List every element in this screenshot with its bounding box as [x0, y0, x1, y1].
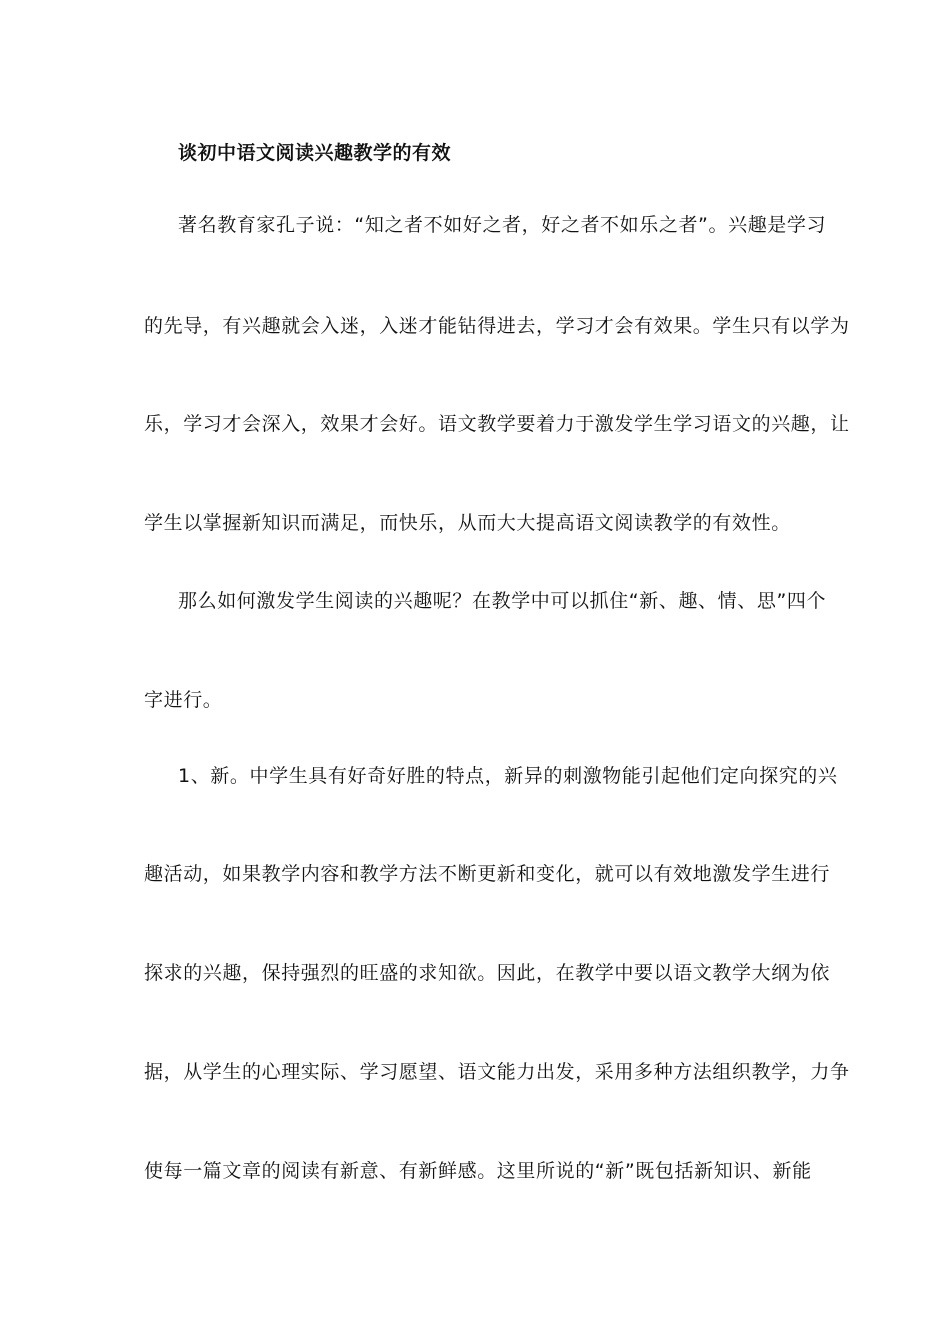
paragraph-line: 趣活动，如果教学内容和教学方法不断更新和变化，就可以有效地激发学生进行: [144, 863, 831, 885]
paragraph-line: 乐，学习才会深入，效果才会好。语文教学要着力于激发学生学习语文的兴趣，让: [144, 413, 850, 435]
paragraph-line: 据，从学生的心理实际、学习愿望、语文能力出发，采用多种方法组织教学，力争: [144, 1061, 850, 1083]
paragraph-line: 使每一篇文章的阅读有新意、有新鲜感。这里所说的“新”既包括新知识、新能: [144, 1160, 812, 1182]
paragraph-line: 探求的兴趣，保持强烈的旺盛的求知欲。因此，在教学中要以语文教学大纲为依: [144, 962, 831, 984]
paragraph-line: 字进行。: [144, 689, 223, 711]
paragraph-line: 1、新。中学生具有好奇好胜的特点，新异的刺激物能引起他们定向探究的兴: [178, 765, 838, 787]
paragraph-line: 学生以掌握新知识而满足，而快乐，从而大大提高语文阅读教学的有效性。: [144, 512, 791, 534]
document-title: 谈初中语文阅读兴趣教学的有效: [178, 142, 452, 164]
paragraph-line: 那么如何激发学生阅读的兴趣呢？在教学中可以抓住“新、趣、情、思”四个: [178, 590, 827, 612]
paragraph-line: 著名教育家孔子说：“知之者不如好之者，好之者不如乐之者”。兴趣是学习: [178, 214, 827, 236]
paragraph-line: 的先导，有兴趣就会入迷，入迷才能钻得进去，学习才会有效果。学生只有以学为: [144, 315, 850, 337]
